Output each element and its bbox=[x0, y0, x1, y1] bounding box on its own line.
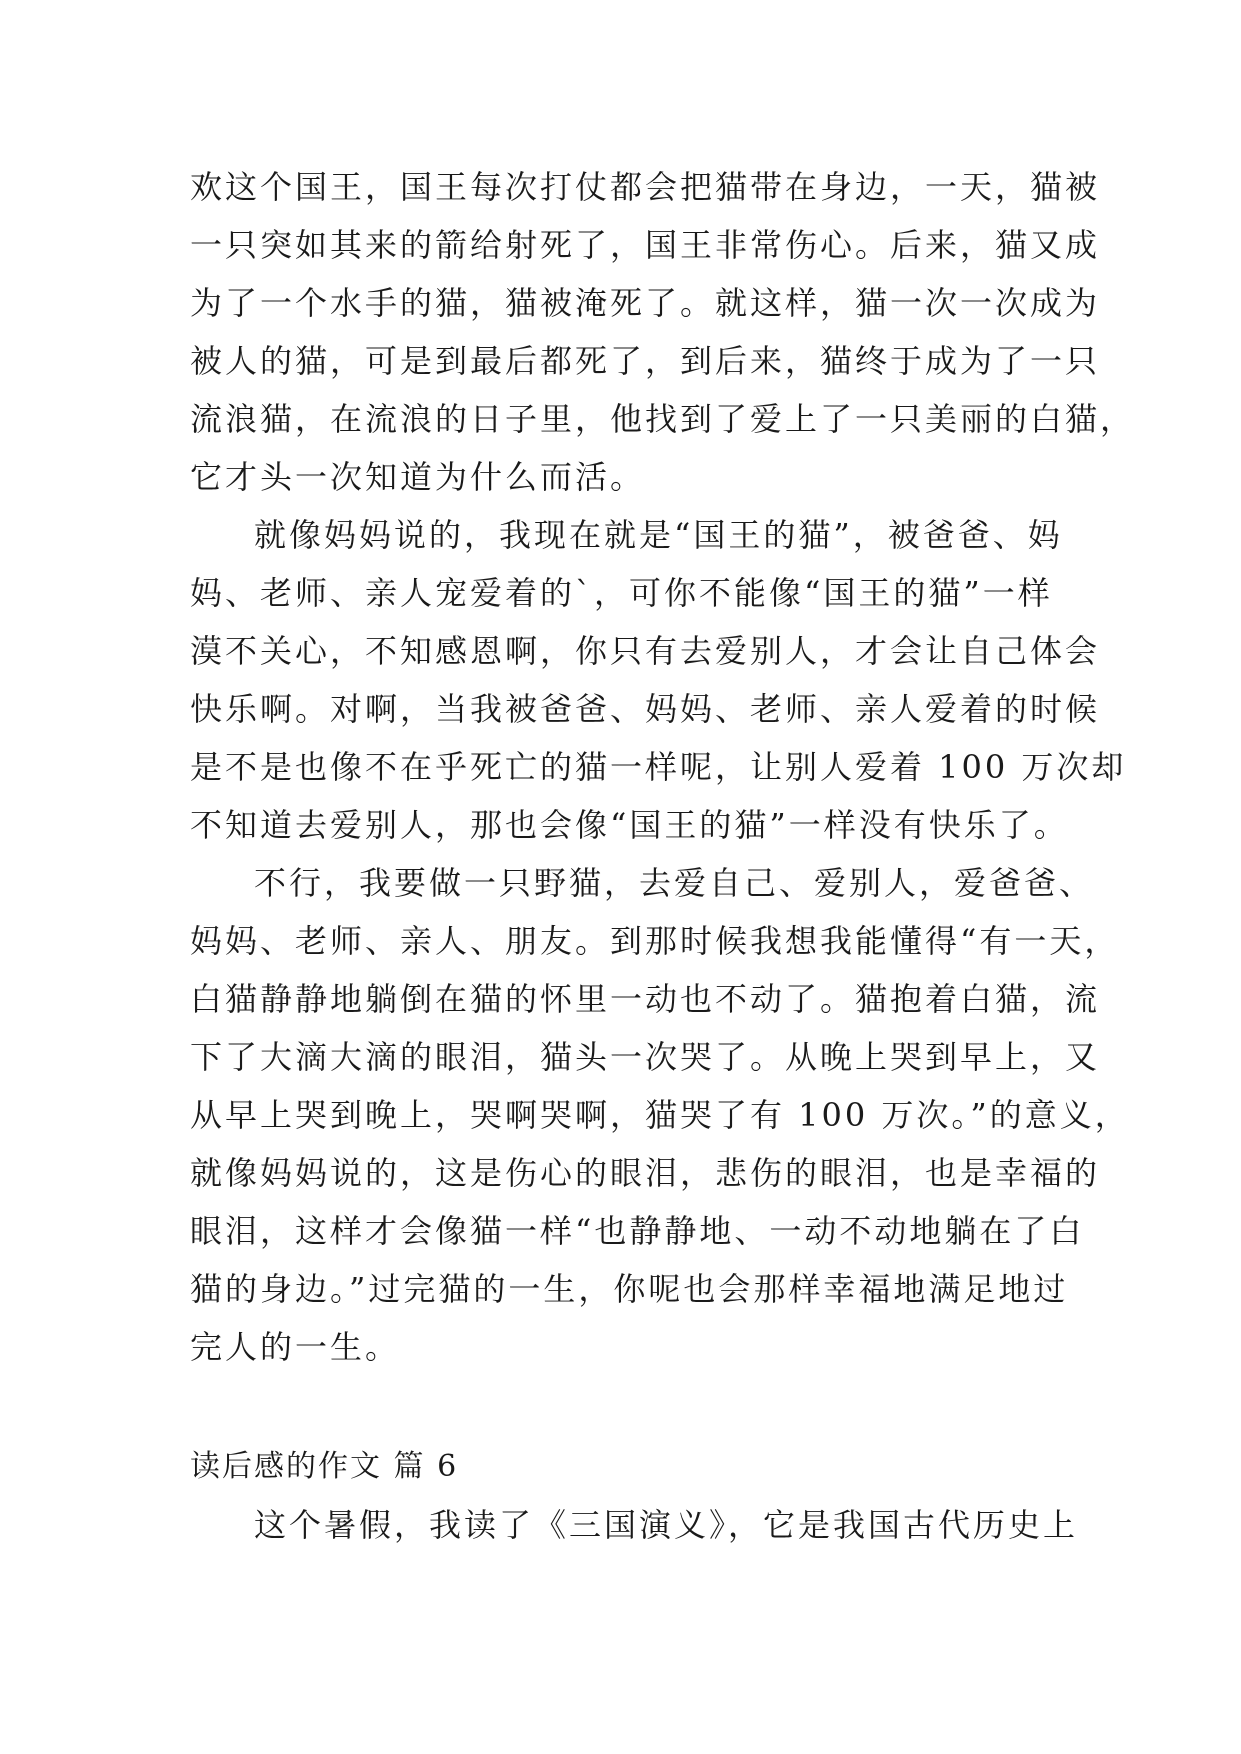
text-line: 猫的身边。”过完猫的一生，你呢也会那样幸福地满足地过 bbox=[190, 1270, 1069, 1308]
text-line: 白猫静静地躺倒在猫的怀里一动也不动了。猫抱着白猫，流 bbox=[190, 980, 1101, 1018]
section-heading: 读后感的作文 篇 6 bbox=[190, 1449, 459, 1484]
text-line: 完人的一生。 bbox=[190, 1328, 401, 1366]
text-line: 不知道去爱别人，那也会像“国王的猫”一样没有快乐了。 bbox=[190, 806, 1069, 844]
text-line: 它才头一次知道为什么而活。 bbox=[190, 458, 646, 496]
text-line: 就像妈妈说的，我现在就是“国王的猫”，被爸爸、妈 bbox=[254, 516, 1063, 554]
text-line: 为了一个水手的猫，猫被淹死了。就这样，猫一次一次成为 bbox=[190, 284, 1101, 322]
text-line: 这个暑假，我读了《三国演义》，它是我国古代历史上 bbox=[254, 1506, 1079, 1544]
text-line: 眼泪，这样才会像猫一样“也静静地、一动不动地躺在了白 bbox=[190, 1212, 1085, 1250]
text-line: 就像妈妈说的，这是伤心的眼泪，悲伤的眼泪，也是幸福的 bbox=[190, 1154, 1101, 1192]
paragraph bbox=[190, 854, 1130, 1376]
text-line: 一只突如其来的箭给射死了，国王非常伤心。后来，猫又成 bbox=[190, 226, 1101, 264]
text-line: 被人的猫，可是到最后都死了，到后来，猫终于成为了一只 bbox=[190, 342, 1101, 380]
text-line: 妈、老师、亲人宠爱着的`，可你不能像“国王的猫”一样 bbox=[190, 574, 1053, 612]
text-line: 漠不关心，不知感恩啊，你只有去爱别人，才会让自己体会 bbox=[190, 632, 1101, 670]
text-line: 不行，我要做一只野猫，去爱自己、爱别人，爱爸爸、 bbox=[254, 864, 1095, 902]
text-line: 从早上哭到晚上，哭啊哭啊，猫哭了有 100 万次。”的意义， bbox=[190, 1096, 1130, 1134]
text-line: 欢这个国王，国王每次打仗都会把猫带在身边，一天，猫被 bbox=[190, 168, 1101, 206]
text-line: 流浪猫，在流浪的日子里，他找到了爱上了一只美丽的白猫， bbox=[190, 400, 1136, 438]
text-line: 下了大滴大滴的眼泪，猫头一次哭了。从晚上哭到早上，又 bbox=[190, 1038, 1101, 1076]
paragraph bbox=[190, 1496, 1079, 1554]
paragraph bbox=[190, 158, 1136, 506]
section-gap bbox=[190, 1376, 1070, 1438]
text-line: 快乐啊。对啊，当我被爸爸、妈妈、老师、亲人爱着的时候 bbox=[190, 690, 1101, 728]
document-body bbox=[190, 158, 1136, 1554]
paragraph bbox=[190, 506, 1127, 854]
text-line: 妈妈、老师、亲人、朋友。到那时候我想我能懂得“有一天， bbox=[190, 922, 1120, 960]
text-line: 是不是也像不在乎死亡的猫一样呢，让别人爱着 100 万次却 bbox=[190, 748, 1127, 786]
